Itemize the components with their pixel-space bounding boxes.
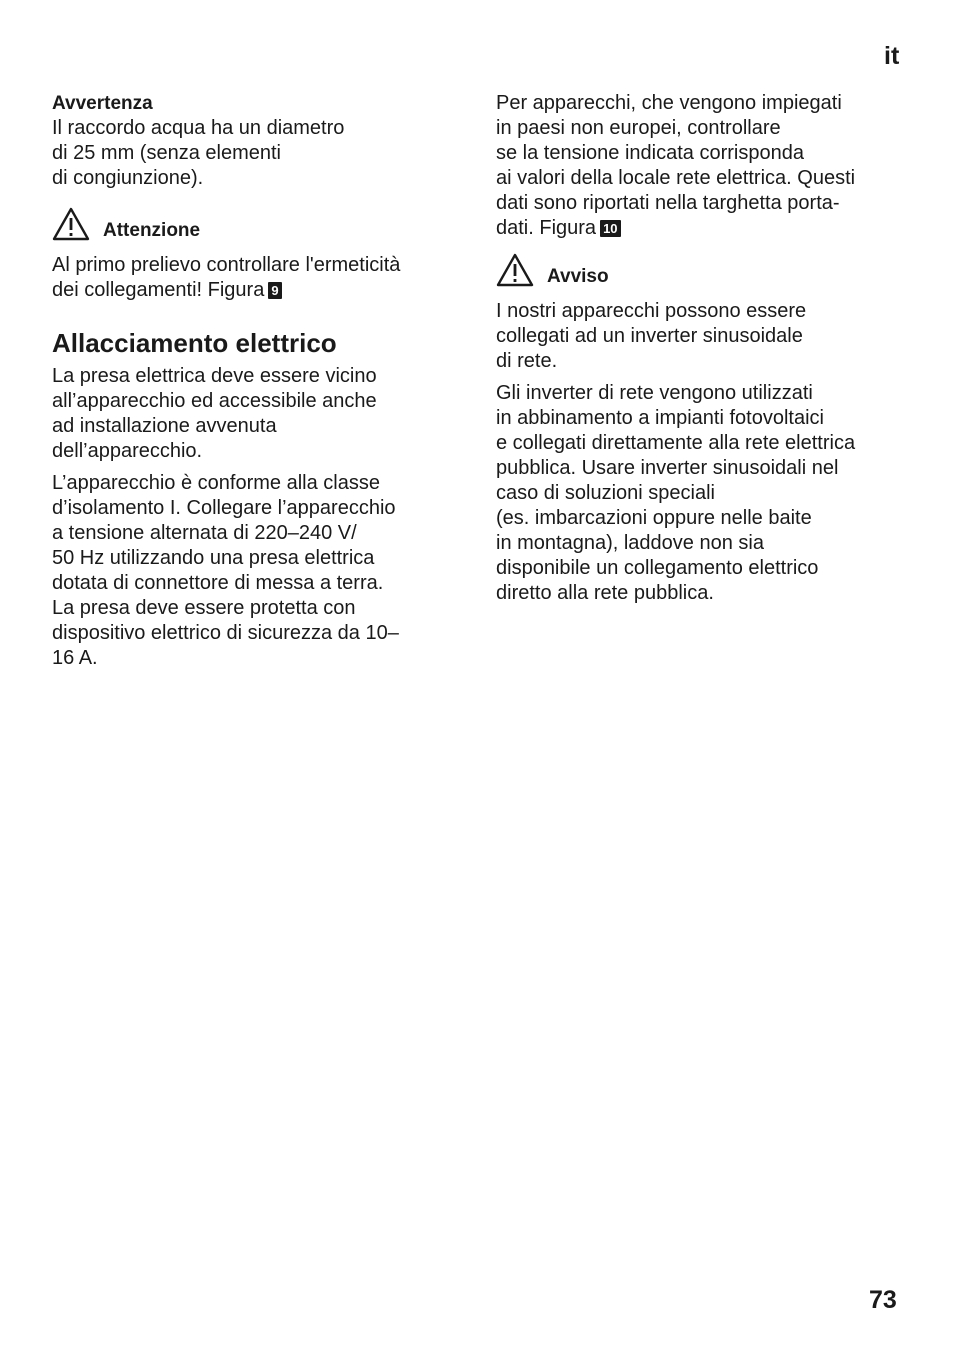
section-para-1: La presa elettrica deve essere vicino all’apparecchio ed accessibile anche ad installazione avvenuta dell’apparecchio. bbox=[52, 365, 377, 462]
figure-ref-9[interactable]: 9 bbox=[268, 282, 281, 299]
non-eu-para bbox=[496, 91, 908, 241]
section-title: Allacciamento elettrico bbox=[52, 328, 337, 358]
page-number: 73 bbox=[869, 1286, 897, 1314]
section-para-2: L’apparecchio è conforme alla classe d’isolamento I. Collegare l’apparecchio a tensione alternata di 220–240 V/ 50 Hz utilizzando una presa elettrica dotata di connettore di messa a terra. La presa deve essere protetta con dispositivo elettrico di sicurezza da 10– 16 A. bbox=[52, 472, 399, 669]
left-column bbox=[52, 91, 452, 671]
attenzione-heading bbox=[52, 203, 452, 241]
avviso-heading bbox=[496, 249, 908, 287]
non-eu-para-body: Per apparecchi, che vengono impiegati in paesi non europei, controllare se la tensione indicata corrisponda ai valori della locale rete elettrica. Questi dati sono riportati nella targhetta porta- dati. Figura bbox=[496, 92, 856, 239]
warning-triangle-icon bbox=[496, 253, 534, 287]
warning-triangle-icon bbox=[52, 207, 90, 241]
figure-ref-10[interactable]: 10 bbox=[600, 220, 620, 237]
avviso-para-1: I nostri apparecchi possono essere collegati ad un inverter sinusoidale di rete. bbox=[496, 300, 807, 372]
attenzione-text bbox=[52, 253, 452, 303]
avvertenza-heading: Avvertenza bbox=[52, 93, 153, 114]
avviso-title: Avviso bbox=[547, 266, 609, 287]
attenzione-text-body: Al primo prelievo controllare l'ermeticità dei collegamenti! Figura bbox=[52, 254, 401, 301]
attenzione-title: Attenzione bbox=[103, 220, 201, 241]
avvertenza-text: Il raccordo acqua ha un diametro di 25 mm (senza elementi di congiunzione). bbox=[52, 117, 345, 189]
avviso-para-2: Gli inverter di rete vengono utilizzati in abbinamento a impianti fotovoltaici e collegati direttamente alla rete elettrica pubblica. Usare inverter sinusoidali nel caso di soluzioni speciali (es. imbarcazioni oppure nelle baite in montagna), laddove non sia disponibile un collegamento elettrico diretto alla rete pubblica. bbox=[496, 382, 856, 604]
right-column bbox=[496, 91, 908, 606]
language-code: it bbox=[884, 42, 900, 70]
